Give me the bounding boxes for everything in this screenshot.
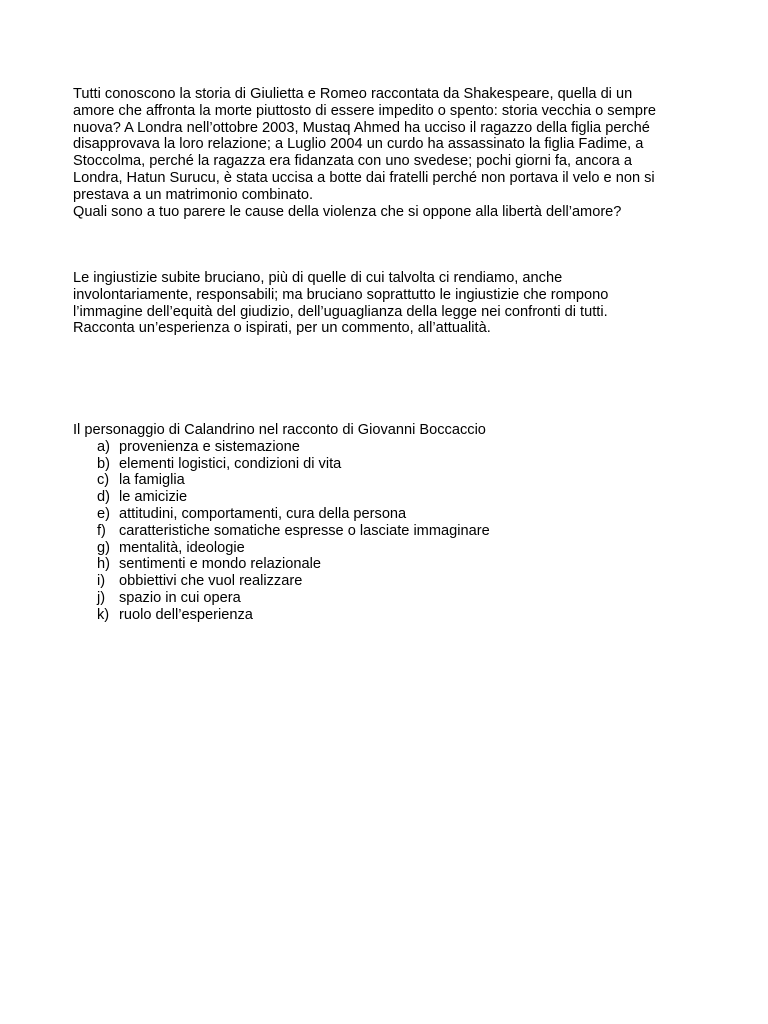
list-item xyxy=(73,556,703,573)
prompt-text-line: Stoccolma, perché la ragazza era fidanzata con uno svedese; pochi giorni fa, ancora a xyxy=(73,153,632,170)
list-item-text: elementi logistici, condizioni di vita xyxy=(119,455,342,472)
prompt-text-line: Le ingiustizie subite bruciano, più di quelle di cui talvolta ci rendiamo, anche xyxy=(73,270,563,286)
list-item-text: la famiglia xyxy=(119,472,185,489)
list-item xyxy=(73,472,703,489)
prompt-text-line: disapprovava la loro relazione; a Luglio 2004 un curdo ha assassinato la figlia Fadime, a xyxy=(73,136,644,153)
list-item-text: provenienza e sistemazione xyxy=(119,438,300,455)
list-item xyxy=(73,456,703,473)
prompt-text-line: nuova? A Londra nell’ottobre 2003, Mustaq Ahmed ha ucciso il ragazzo della figlia perché xyxy=(73,119,650,136)
list-item xyxy=(73,573,703,590)
list-item-text: spazio in cui opera xyxy=(119,589,241,606)
list-item-text: le amicizie xyxy=(119,489,188,506)
essay-prompt-injustice xyxy=(73,270,703,337)
list-item xyxy=(73,590,703,607)
list-item xyxy=(73,607,703,624)
list-marker: c) xyxy=(97,472,110,489)
character-analysis-list xyxy=(73,439,703,624)
list-marker: d) xyxy=(97,489,110,506)
prompt-text-line: amore che affronta la morte piuttosto di essere impedito o spento: storia vecchia o sempre xyxy=(73,102,656,119)
list-item-text: ruolo dell’esperienza xyxy=(119,606,253,623)
list-marker: a) xyxy=(97,438,110,455)
list-marker: i) xyxy=(97,573,106,590)
list-marker: j) xyxy=(97,589,106,606)
list-marker: e) xyxy=(97,505,110,522)
list-item xyxy=(73,540,703,557)
list-item-text: sentimenti e mondo relazionale xyxy=(119,556,321,573)
prompt-text-line: involontariamente, responsabili; ma bruciano soprattutto le ingiustizie che rompono xyxy=(73,286,609,303)
prompt-text-line: prestava a un matrimonio combinato. xyxy=(73,186,314,203)
list-item xyxy=(73,506,703,523)
prompt-text-line: Tutti conoscono la storia di Giulietta e Romeo raccontata da Shakespeare, quella di un xyxy=(73,86,633,102)
list-item-text: obbiettivi che vuol realizzare xyxy=(119,573,303,590)
list-item xyxy=(73,439,703,456)
list-item-text: caratteristiche somatiche espresse o lasciate immaginare xyxy=(119,522,490,539)
essay-prompt-love-violence xyxy=(73,86,703,220)
prompt-text-line: l’immagine dell’equità del giudizio, dell’uguaglianza della legge nei confronti di tutti. xyxy=(73,303,608,320)
list-marker: b) xyxy=(97,455,110,472)
list-item-text: attitudini, comportamenti, cura della persona xyxy=(119,505,407,522)
list-marker: f) xyxy=(97,522,106,539)
prompt-question: Quali sono a tuo parere le cause della violenza che si oppone alla libertà dell’amore? xyxy=(73,203,622,220)
list-marker: h) xyxy=(97,556,110,573)
prompt-heading: Il personaggio di Calandrino nel racconto di Giovanni Boccaccio xyxy=(73,422,486,438)
prompt-text-line: Racconta un’esperienza o ispirati, per un commento, all’attualità. xyxy=(73,320,491,337)
prompt-text-line: Londra, Hatun Surucu, è stata uccisa a botte dai fratelli perché non portava il velo e non si xyxy=(73,169,655,186)
list-marker: g) xyxy=(97,539,110,556)
list-item xyxy=(73,489,703,506)
list-item xyxy=(73,523,703,540)
list-marker: k) xyxy=(97,606,110,623)
essay-prompt-calandrino xyxy=(73,422,703,624)
list-item-text: mentalità, ideologie xyxy=(119,539,245,556)
